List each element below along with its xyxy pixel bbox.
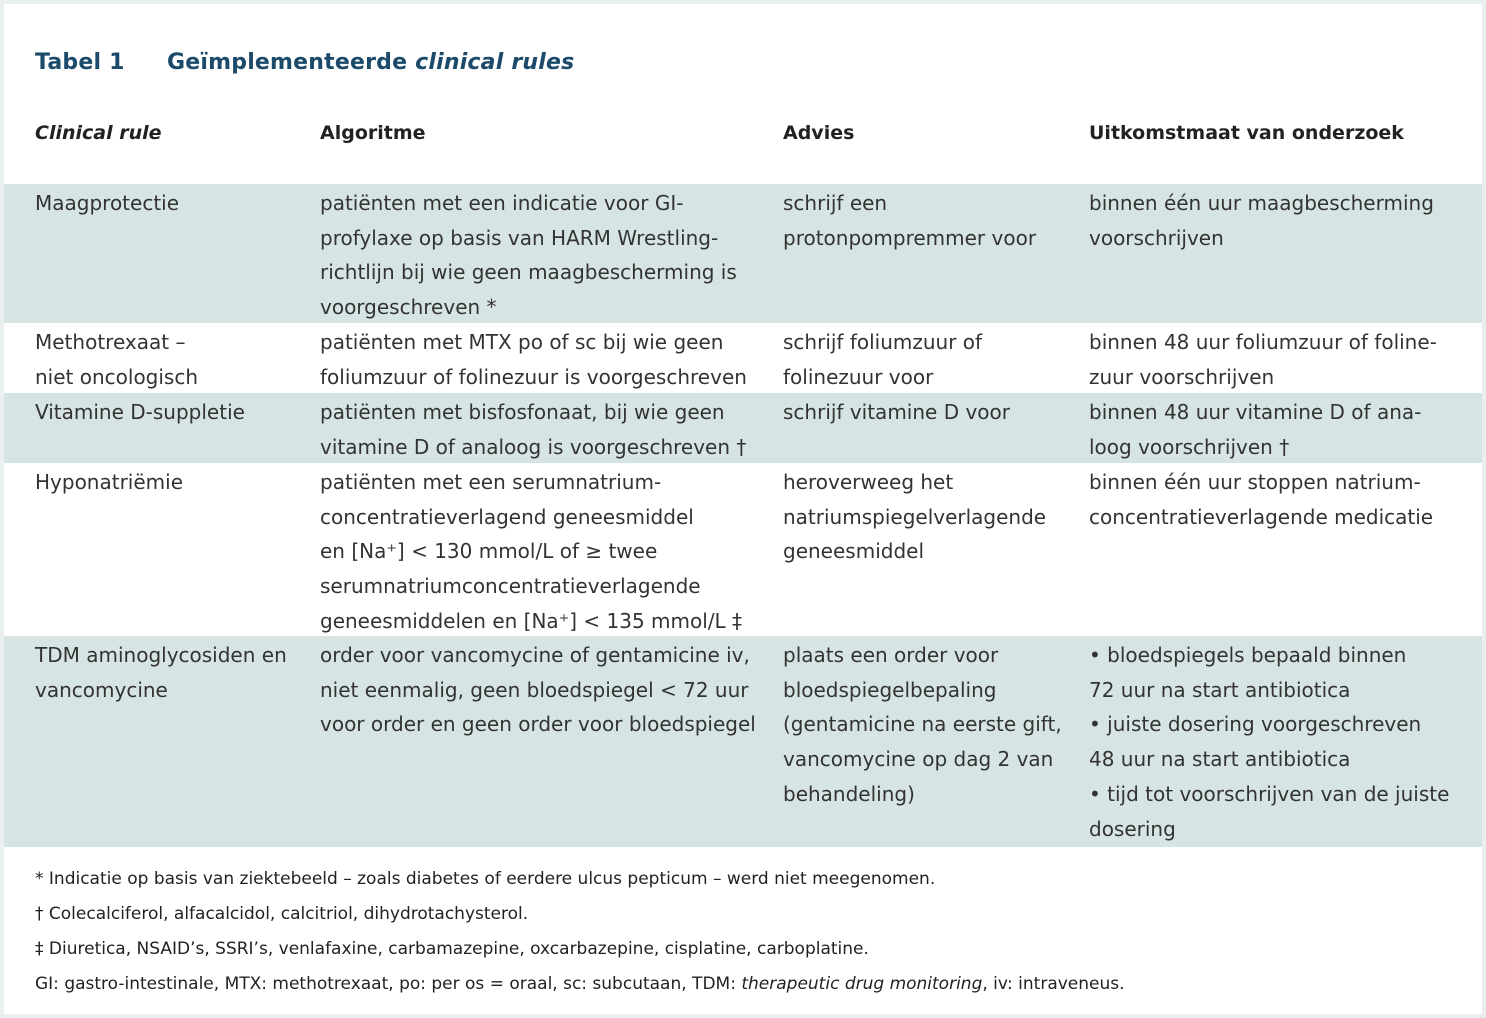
- cell-line: behandeling): [783, 781, 915, 806]
- cell-line: patiënten met een serumnatrium-: [320, 470, 662, 494]
- cell-line: patiënten met MTX po of sc bij wie geen: [320, 330, 724, 354]
- table-row: [4, 323, 1482, 393]
- cell-line: dosering: [1089, 816, 1176, 841]
- table-title: [35, 50, 574, 75]
- cell-line: en [Na⁺] < 130 mmol/L of ≥ twee: [320, 539, 658, 564]
- cell-line: Hyponatriëmie: [35, 470, 184, 494]
- cell-line: concentratieverlagende medicatie: [1089, 504, 1434, 529]
- footnote-asterisk: * Indicatie op basis van ziektebeeld – zoals diabetes of eerdere ulcus pepticum – werd niet meegenomen.: [35, 869, 936, 889]
- cell-algoritme: [320, 465, 770, 639]
- cell-line: serumnatriumconcentratieverlagende: [320, 574, 701, 599]
- abbr-text: GI: gastro-intestinale, MTX: methotrexaat, po: per os = oraal, sc: subcutaan, TDM:: [35, 974, 742, 994]
- cell-clinical-rule: [35, 465, 183, 500]
- cell-line: vancomycine op dag 2 van: [783, 747, 1054, 772]
- cell-advies: [783, 325, 1083, 394]
- cell-line: Vitamine D-suppletie: [35, 400, 245, 424]
- cell-advies: [783, 186, 1083, 255]
- cell-line: voorschrijven: [1089, 225, 1224, 250]
- cell-uitkomst: [1089, 638, 1459, 846]
- table-row: [4, 393, 1482, 463]
- cell-clinical-rule: [35, 638, 287, 707]
- cell-line: richtlijn bij wie geen maagbescherming is: [320, 260, 737, 285]
- cell-line: protonpompremmer voor: [783, 225, 1037, 250]
- cell-algoritme: [320, 395, 770, 464]
- table-header-row: [4, 122, 1482, 158]
- table-row: [4, 184, 1482, 323]
- cell-line: order voor vancomycine of gentamicine iv,: [320, 643, 750, 667]
- table-label: Tabel 1: [35, 50, 125, 75]
- header-uitkomstmaat: Uitkomstmaat van onderzoek: [1089, 122, 1404, 144]
- page: [4, 4, 1482, 1014]
- table-title-text: Geïmplementeerde: [167, 50, 408, 75]
- cell-line: plaats een order voor: [783, 643, 999, 667]
- cell-line: Maagprotectie: [35, 191, 180, 215]
- cell-algoritme: [320, 325, 770, 394]
- cell-uitkomst: [1089, 395, 1459, 464]
- header-algoritme: Algoritme: [320, 122, 426, 144]
- cell-line: niet eenmalig, geen bloedspiegel < 72 uur: [320, 677, 749, 702]
- cell-line: natriumspiegelverlagende: [783, 504, 1047, 529]
- cell-algoritme: [320, 186, 770, 325]
- cell-line: binnen 48 uur foliumzuur of foline-: [1089, 330, 1437, 354]
- cell-uitkomst: [1089, 325, 1459, 394]
- cell-line: voorgeschreven *: [320, 295, 497, 320]
- cell-line: schrijf vitamine D voor: [783, 400, 1010, 424]
- cell-line: vancomycine: [35, 677, 168, 702]
- cell-line: TDM aminoglycosiden en: [35, 643, 287, 667]
- table-row: [4, 636, 1482, 847]
- cell-line: niet oncologisch: [35, 364, 199, 389]
- cell-clinical-rule: [35, 325, 198, 394]
- cell-clinical-rule: [35, 395, 245, 430]
- cell-line: geneesmiddelen en [Na⁺] < 135 mmol/L ‡: [320, 608, 743, 633]
- cell-line: loog voorschrijven †: [1089, 434, 1290, 459]
- cell-advies: [783, 465, 1083, 569]
- cell-line: folinezuur voor: [783, 364, 934, 389]
- cell-line: schrijf foliumzuur of: [783, 330, 983, 354]
- cell-uitkomst: [1089, 465, 1459, 534]
- cell-line: 48 uur na start antibiotica: [1089, 747, 1351, 772]
- cell-line: • bloedspiegels bepaald binnen: [1089, 643, 1407, 667]
- cell-line: geneesmiddel: [783, 539, 924, 564]
- cell-line: patiënten met een indicatie voor GI-: [320, 191, 684, 215]
- abbr-text-end: , iv: intraveneus.: [982, 974, 1125, 994]
- cell-line: bloedspiegelbepaling: [783, 677, 997, 702]
- cell-uitkomst: [1089, 186, 1459, 255]
- cell-line: 72 uur na start antibiotica: [1089, 677, 1351, 702]
- cell-line: • tijd tot voorschrijven van de juiste: [1089, 781, 1450, 806]
- cell-line: binnen 48 uur vitamine D of ana-: [1089, 400, 1422, 424]
- cell-line: • juiste dosering voorgeschreven: [1089, 712, 1422, 737]
- table-row: [4, 463, 1482, 636]
- cell-line: patiënten met bisfosfonaat, bij wie geen: [320, 400, 725, 424]
- abbr-italic: therapeutic drug monitoring: [741, 974, 983, 994]
- table-title-italic: clinical rules: [415, 50, 575, 75]
- cell-line: zuur voorschrijven: [1089, 364, 1275, 389]
- cell-line: binnen één uur maagbescherming: [1089, 191, 1434, 215]
- cell-line: (gentamicine na eerste gift,: [783, 712, 1062, 737]
- footnote-double-dagger: ‡ Diuretica, NSAID’s, SSRI’s, venlafaxine, carbamazepine, oxcarbazepine, cisplatine, carboplatine.: [35, 939, 869, 959]
- cell-line: schrijf een: [783, 191, 888, 215]
- cell-line: Methotrexaat –: [35, 330, 186, 354]
- cell-line: voor order en geen order voor bloedspiegel: [320, 712, 756, 737]
- cell-line: profylaxe op basis van HARM Wrestling-: [320, 225, 719, 250]
- footnote-dagger: † Colecalciferol, alfacalcidol, calcitriol, dihydrotachysterol.: [35, 904, 529, 924]
- footnote-abbreviations: [35, 967, 1435, 1002]
- cell-advies: [783, 638, 1083, 812]
- cell-line: foliumzuur of folinezuur is voorgeschreven: [320, 364, 747, 389]
- table-footnotes: [35, 862, 1435, 1002]
- cell-line: binnen één uur stoppen natrium-: [1089, 470, 1421, 494]
- header-advies: Advies: [783, 122, 855, 144]
- header-clinical-rule: Clinical rule: [35, 122, 162, 144]
- cell-line: heroverweeg het: [783, 470, 954, 494]
- cell-line: vitamine D of analoog is voorgeschreven †: [320, 434, 747, 459]
- cell-advies: [783, 395, 1083, 430]
- cell-clinical-rule: [35, 186, 179, 221]
- cell-algoritme: [320, 638, 770, 742]
- cell-line: concentratieverlagend geneesmiddel: [320, 504, 694, 529]
